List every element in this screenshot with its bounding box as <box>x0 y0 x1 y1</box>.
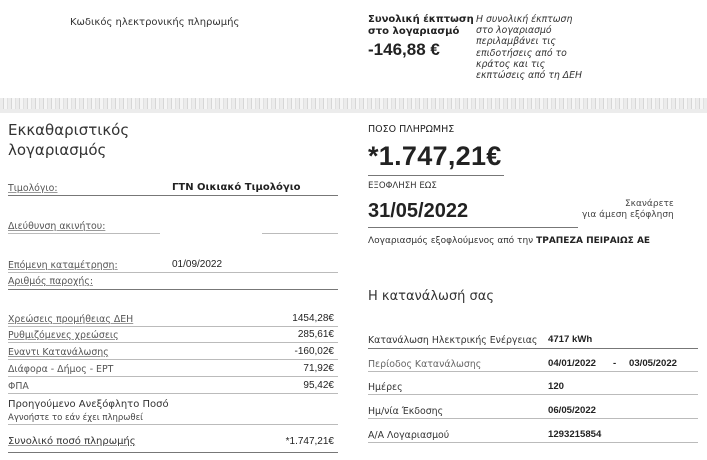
divider <box>8 424 338 425</box>
due-date-value: 31/05/2022 <box>368 200 469 222</box>
days-label: Ημέρες <box>368 382 403 393</box>
divider <box>368 418 698 419</box>
divider <box>368 175 504 176</box>
account-number-value: 1293215854 <box>548 429 602 440</box>
period-from: 04/01/2022 <box>548 358 597 369</box>
discount-note-line: περιλαμβάνει τις <box>476 36 556 48</box>
scan-note-line1: Σκανάρετε <box>624 199 674 209</box>
header-band <box>0 0 707 104</box>
divider <box>8 272 338 273</box>
discount-value: -146,88 € <box>368 40 440 59</box>
divider <box>368 227 578 228</box>
tariff-value: ΓΤΝ Οικιακό Τιμολόγιο <box>172 182 301 193</box>
amount-value: *1.747,21€ <box>368 141 502 171</box>
divider <box>8 289 338 290</box>
scan-artifact-line <box>0 109 707 113</box>
due-date-label: ΕΞΟΦΛΗΣΗ ΕΩΣ <box>368 181 437 191</box>
period-to: 03/05/2022 <box>629 358 678 369</box>
charge-label: ΦΠΑ <box>8 381 29 392</box>
divider <box>368 394 698 395</box>
scan-note-line2: για άμεση εξόφληση <box>582 210 674 220</box>
discount-label <box>368 14 474 38</box>
bank-note-prefix: Λογαριασμός εξοφλούμενος από την <box>368 236 534 246</box>
charge-label: Χρεώσεις προμήθειας ΔΕΗ <box>8 314 134 325</box>
divider <box>8 326 338 327</box>
title-line1: Εκκαθαριστικός <box>8 121 130 139</box>
divider <box>8 342 338 343</box>
tariff-label: Τιμολόγιο: <box>8 183 58 194</box>
discount-note-line: στο λογαριασμό <box>476 25 552 37</box>
next-reading-value: 01/09/2022 <box>172 259 223 270</box>
discount-note <box>476 14 582 81</box>
period-label: Περίοδος Κατανάλωσης <box>368 359 482 370</box>
divider <box>368 442 698 443</box>
divider <box>8 376 338 377</box>
charge-label: Ρυθμιζόμενες χρεώσεις <box>8 330 119 341</box>
previous-unpaid-label: Προηγούμενο Ανεξόφλητο Ποσό <box>8 399 169 410</box>
divider <box>8 393 338 394</box>
total-label: Συνολικό ποσό πληρωμής <box>8 436 136 447</box>
divider <box>8 195 338 196</box>
title-line2: λογαριασμός <box>8 141 107 159</box>
energy-label: Κατανάλωση Ηλεκτρικής Ενέργειας <box>368 335 538 346</box>
scan-note <box>582 199 674 221</box>
charge-value: 95,42€ <box>303 380 334 391</box>
days-value: 120 <box>548 381 565 392</box>
charge-value: -160,02€ <box>294 346 334 357</box>
discount-label-line1: Συνολική έκπτωση <box>368 14 474 25</box>
divider <box>8 452 338 453</box>
bank-name: ΤΡΑΠΕΖΑ ΠΕΙΡΑΙΩΣ ΑΕ <box>536 236 651 246</box>
charge-label: Διάφορα - Δήμος - ΕΡΤ <box>8 364 114 375</box>
next-reading-label: Επόμενη καταμέτρηση: <box>8 260 118 271</box>
amount-label: ΠΟΣΟ ΠΛΗΡΩΜΗΣ <box>368 124 455 135</box>
issue-date-value: 06/05/2022 <box>548 405 597 416</box>
charge-value: 1454,28€ <box>292 313 334 324</box>
discount-note-line: επιδοτήσεις από το <box>476 47 567 59</box>
account-number-label: Α/Α Λογαριασμού <box>368 430 450 441</box>
discount-note-line: Η συνολική έκπτωση <box>476 14 573 25</box>
charge-value: 285,61€ <box>297 329 334 340</box>
bank-note <box>368 236 650 246</box>
payment-code-label: Κωδικός ηλεκτρονικής πληρωμής <box>70 17 240 28</box>
divider <box>8 359 338 360</box>
issue-date-label: Ημ/νία Έκδοσης <box>368 406 444 417</box>
consumption-title: Η κατανάλωσή σας <box>368 289 494 304</box>
charge-value: 71,92€ <box>303 363 334 374</box>
period-separator: - <box>613 358 617 369</box>
supply-number-label: Αριθμός παροχής: <box>8 276 93 287</box>
charge-label: Εναντι Κατανάλωσης <box>8 347 109 358</box>
discount-label-line2: στο λογαριασμό <box>368 26 460 37</box>
divider <box>368 348 698 349</box>
discount-note-line: εκπτώσεις από τη ΔΕΗ <box>476 70 582 82</box>
energy-value: 4717 kWh <box>548 334 593 345</box>
previous-unpaid-note: Αγνοήστε το εάν έχει πληρωθεί <box>8 413 144 423</box>
divider <box>368 371 698 372</box>
page-title <box>8 120 129 160</box>
address-label: Διεύθυνση ακινήτου: <box>8 221 106 232</box>
redacted-address <box>160 202 262 246</box>
total-value: *1.747,21€ <box>285 436 334 447</box>
discount-note-line: κράτος και τις <box>476 58 546 70</box>
